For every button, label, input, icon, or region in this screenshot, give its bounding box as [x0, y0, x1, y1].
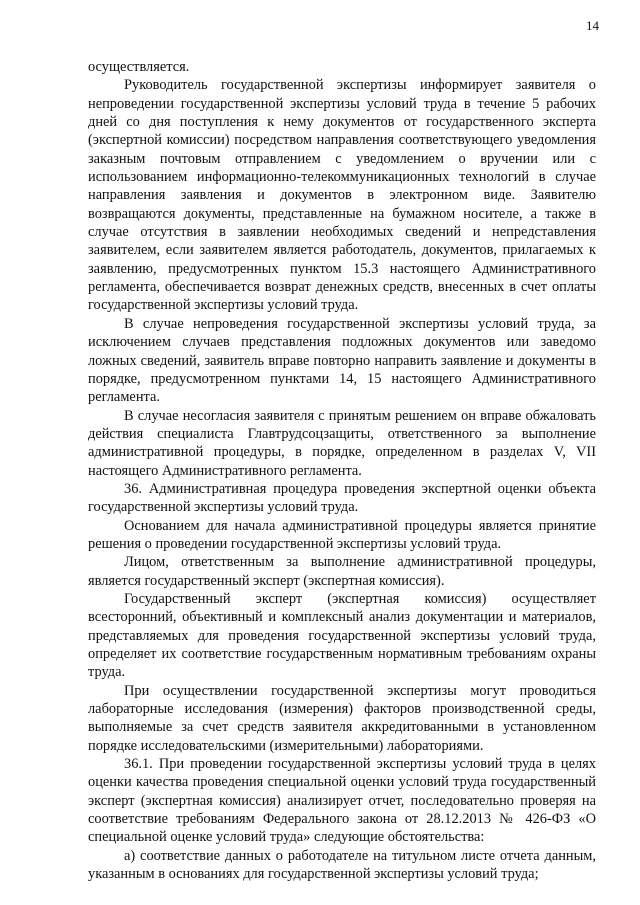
paragraph: Лицом, ответственным за выполнение административной процедуры, является государственный эксперт (экспертная комиссия).: [88, 554, 596, 589]
document-body: [88, 58, 596, 883]
page-number: 14: [586, 18, 599, 33]
paragraph: В случае несогласия заявителя с принятым решением он вправе обжаловать действия специалиста Главтрудсоцзащиты, ответственного за выполнение административной процедуры, в порядке, определенном в разделах V, VII настоящего Административного регламента.: [88, 407, 596, 479]
paragraph: Основанием для начала административной процедуры является принятие решения о проведении государственной экспертизы условий труда.: [88, 517, 596, 552]
paragraph: Руководитель государственной экспертизы информирует заявителя о непроведении государственной экспертизы условий труда в течение 5 рабочих дней со дня поступления к нему документов от государственного эксперта (экспертной комиссии) посредством направления соответствующего уведомления заказным почтовым отправлением с уведомлением о вручении или с использованием информационно-телекоммуникационных технологий в случае направления заявления и документов в электронном виде. Заявителю возвращаются документы, представленные на бумажном носителе, а также в случае отсутствия в заявлении необходимых сведений и непредставления заявителем, если заявителем является работодатель, документов, прилагаемых к заявлению, предусмотренных пунктом 15.3 настоящего Административного регламента, обеспечивается возврат денежных средств, внесенных в счет оплаты государственной экспертизы условий труда.: [88, 77, 596, 314]
paragraph: При осуществлении государственной экспертизы могут проводиться лабораторные исследования (измерения) факторов производственной среды, выполняемые за счет средств заявителя аккредитованными в установленном порядке исследовательскими (измерительными) лабораториями.: [88, 682, 596, 754]
paragraph: Государственный эксперт (экспертная комиссия) осуществляет всесторонний, объективный и комплексный анализ документации и материалов, представляемых для проведения государственной экспертизы условий труда, определяет их соответствие государственным нормативным требованиям охраны труда.: [88, 590, 596, 681]
paragraph: В случае непроведения государственной экспертизы условий труда, за исключением случаев представления подложных документов или заведомо ложных сведений, заявитель вправе повторно направить заявление и документы в порядке, предусмотренном пунктами 14, 15 настоящего Административного регламента.: [88, 315, 596, 406]
paragraph: а) соответствие данных о работодателе на титульном листе отчета данным, указанным в основаниях для государственной экспертизы условий труда;: [88, 847, 596, 883]
paragraph: 36. Административная процедура проведения экспертной оценки объекта государственной экспертизы условий труда.: [88, 480, 596, 516]
paragraph: осуществляется.: [88, 59, 190, 75]
paragraph: 36.1. При проведении государственной экспертизы условий труда в целях оценки качества проведения специальной оценки условий труда государственный эксперт (экспертная комиссия) анализирует отчет, последовательно проверяя на соответствие требованиям Федерального закона от 28.12.2013 № 426-ФЗ «О специальной оценке условий труда» следующие обстоятельства:: [88, 756, 596, 846]
